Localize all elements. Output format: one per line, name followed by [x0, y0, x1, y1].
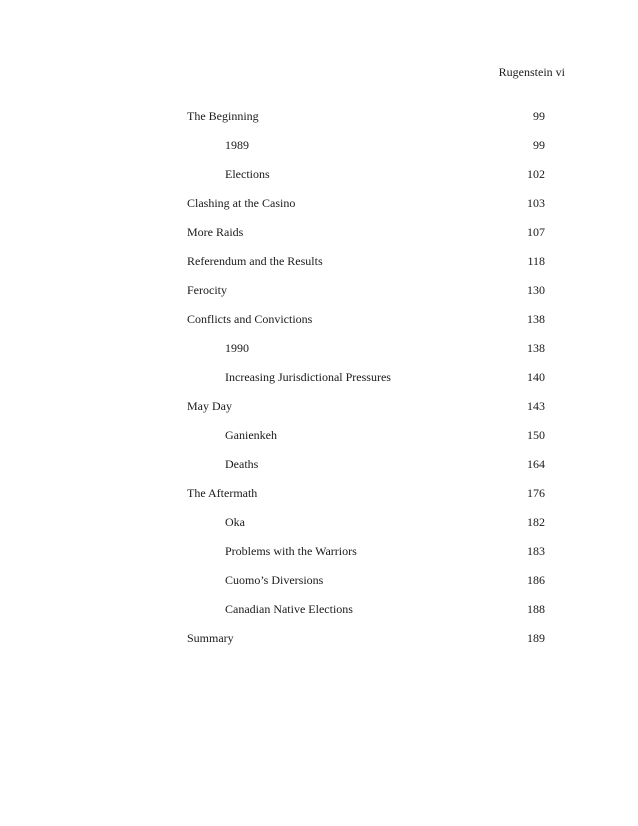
toc-subentry	[187, 370, 545, 399]
toc-subentry	[187, 602, 545, 631]
toc-entry	[187, 196, 545, 225]
toc-entry-title: More Raids	[187, 225, 244, 239]
toc-entry-title: Canadian Native Elections	[225, 602, 353, 616]
toc-subentry	[187, 167, 545, 196]
toc-subentry	[187, 457, 545, 486]
toc-entry-title: Deaths	[225, 457, 259, 471]
toc-subentry	[187, 341, 545, 370]
toc-entry	[187, 399, 545, 428]
toc-entry-title: Problems with the Warriors	[225, 544, 357, 558]
toc-entry-title: Ganienkeh	[225, 428, 277, 442]
toc-entry	[187, 254, 545, 283]
toc-entry	[187, 312, 545, 341]
toc-entry-page: 143	[527, 399, 545, 413]
toc-entry-title: Summary	[187, 631, 234, 645]
toc-entry-title: Increasing Jurisdictional Pressures	[225, 370, 391, 384]
table-of-contents	[187, 109, 545, 660]
toc-entry-title: Oka	[225, 515, 245, 529]
toc-subentry	[187, 573, 545, 602]
toc-entry-page: 130	[527, 283, 545, 297]
toc-entry-page: 189	[527, 631, 545, 645]
toc-entry-title: Cuomo’s Diversions	[225, 573, 324, 587]
toc-subentry	[187, 544, 545, 573]
toc-entry-page: 140	[527, 370, 545, 384]
toc-entry	[187, 631, 545, 660]
toc-entry	[187, 225, 545, 254]
toc-entry-title: The Beginning	[187, 109, 259, 123]
toc-entry-title: Ferocity	[187, 283, 227, 297]
toc-entry-page: 99	[533, 109, 545, 123]
toc-entry-title: Clashing at the Casino	[187, 196, 296, 210]
toc-entry-page: 150	[527, 428, 545, 442]
toc-entry-title: 1989	[225, 138, 249, 152]
toc-entry-page: 188	[527, 602, 545, 616]
toc-subentry	[187, 515, 545, 544]
toc-entry	[187, 109, 545, 138]
toc-entry-page: 176	[527, 486, 545, 500]
toc-subentry	[187, 138, 545, 167]
toc-entry-title: The Aftermath	[187, 486, 258, 500]
toc-entry-page: 107	[527, 225, 545, 239]
toc-entry-page: 102	[527, 167, 545, 181]
toc-entry-title: May Day	[187, 399, 232, 413]
toc-entry-title: 1990	[225, 341, 249, 355]
toc-entry-title: Conflicts and Convictions	[187, 312, 313, 326]
toc-entry	[187, 486, 545, 515]
toc-entry-page: 118	[527, 254, 545, 268]
toc-subentry	[187, 428, 545, 457]
toc-entry-page: 183	[527, 544, 545, 558]
toc-entry-title: Referendum and the Results	[187, 254, 323, 268]
toc-entry-page: 138	[527, 341, 545, 355]
toc-entry-page: 99	[533, 138, 545, 152]
toc-entry-page: 186	[527, 573, 545, 587]
toc-entry-page: 182	[527, 515, 545, 529]
toc-entry-title: Elections	[225, 167, 270, 181]
toc-entry-page: 138	[527, 312, 545, 326]
toc-entry-page: 103	[527, 196, 545, 210]
toc-entry-page: 164	[527, 457, 545, 471]
running-head: Rugenstein vi	[498, 65, 565, 79]
toc-entry	[187, 283, 545, 312]
